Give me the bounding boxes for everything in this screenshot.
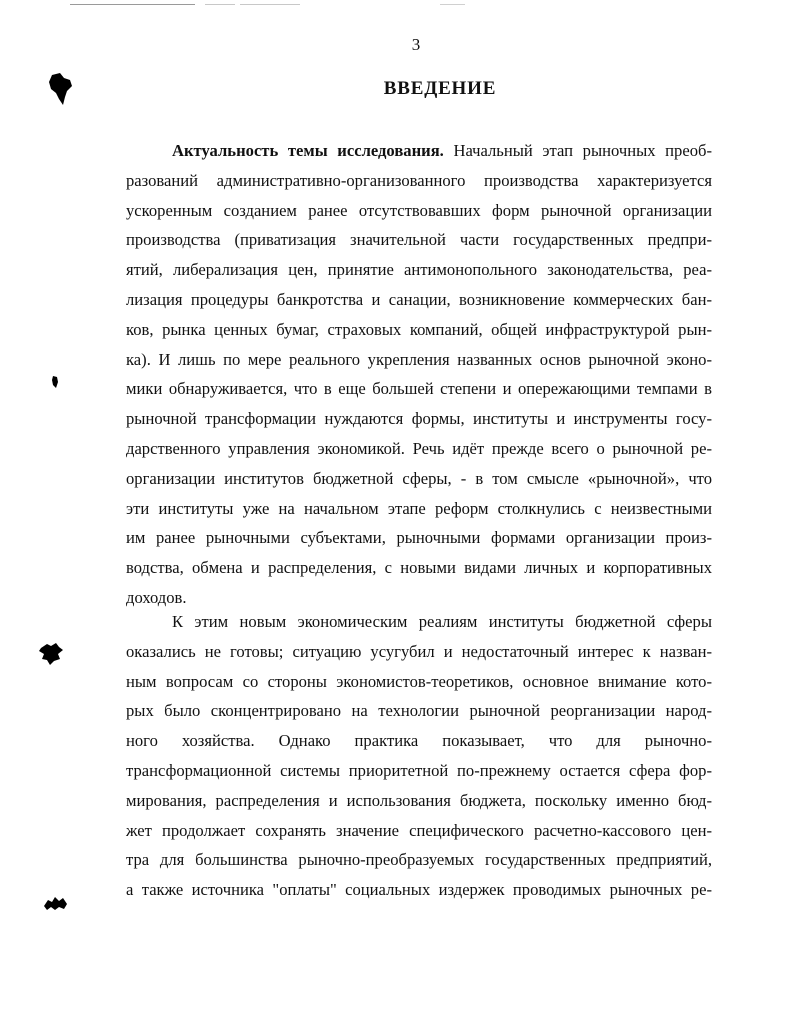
page-title: ВВЕДЕНИЕ — [383, 78, 497, 99]
paragraph-line: лизация процедуры банкротства и санации, возникновение коммерческих бан- — [126, 289, 712, 309]
paragraph-line: ным вопросам со стороны экономистов-теоретиков, основное внимание кото- — [126, 671, 712, 691]
paragraph-1 — [126, 136, 712, 613]
paragraph-line: им ранее рыночными субъектами, рыночными формами организации произ- — [126, 528, 712, 548]
scan-edge-rule — [205, 4, 235, 5]
paragraph-line: Актуальность темы исследования. Начальный этап рыночных преоб- — [172, 141, 712, 160]
paragraph-line: производства (приватизация значительной части государственных предпри- — [126, 230, 712, 250]
paragraph-line: ного хозяйства. Однако практика показывает, что для рыночно- — [126, 731, 712, 751]
paragraph-line: а также источника "оплаты" социальных издержек проводимых рыночных ре- — [126, 880, 712, 900]
lead-phrase: Актуальность темы исследования. — [172, 141, 444, 160]
page-number: 3 — [411, 35, 421, 54]
paragraph-line: эти институты уже на начальном этапе реформ столкнулись с неизвестными — [126, 498, 712, 518]
scan-edge-rule — [70, 4, 195, 5]
paragraph-line: рых было сконцентрировано на технологии рыночной реорганизации народ- — [126, 701, 712, 721]
scan-edge-rule — [440, 4, 465, 5]
paragraph-line: оказались не готовы; ситуацию усугубил и недостаточный интерес к назван- — [126, 641, 712, 661]
paragraph-line: мики обнаруживается, что в еще большей степени и опережающими темпами в — [126, 379, 712, 399]
paragraph-line: доходов. — [126, 587, 187, 607]
paragraph-line: ускоренным созданием ранее отсутствовавших форм рыночной организации — [126, 200, 712, 220]
paragraph-line: тра для большинства рыночно-преобразуемых государственных предприятий, — [126, 850, 712, 870]
paragraph-line: ков, рынка ценных бумаг, страховых компаний, общей инфраструктурой рын- — [126, 319, 712, 339]
paragraph-line: водства, обмена и распределения, с новыми видами личных и корпоративных — [126, 558, 712, 578]
paragraph-2 — [126, 607, 712, 905]
paragraph-line: организации институтов бюджетной сферы, - в том смысле «рыночной», что — [126, 468, 712, 488]
ink-blot-icon — [38, 642, 64, 666]
paragraph-line: ка). И лишь по мере реального укрепления названных основ рыночной эконо- — [126, 349, 712, 369]
paragraph-line: мирования, распределения и использования бюджета, поскольку именно бюд- — [126, 790, 712, 810]
ink-blot-icon — [42, 895, 68, 911]
paragraph-line: трансформационной системы приоритетной по-прежнему остается сфера фор- — [126, 760, 712, 780]
scan-edge-rule — [240, 4, 300, 5]
paragraph-line: К этим новым экономическим реалиям институты бюджетной сферы — [172, 612, 712, 631]
paragraph-line: разований административно-организованного производства характеризуется — [126, 170, 712, 190]
paragraph-line: дарственного управления экономикой. Речь идёт прежде всего о рыночной ре- — [126, 438, 712, 458]
paragraph-line: ятий, либерализация цен, принятие антимонопольного законодательства, реа- — [126, 260, 712, 280]
paragraph-line: рыночной трансформации нуждаются формы, институты и инструменты госу- — [126, 409, 712, 429]
ink-dot-icon — [50, 375, 60, 389]
paragraph-line: жет продолжает сохранять значение специфического расчетно-кассового цен- — [126, 820, 712, 840]
